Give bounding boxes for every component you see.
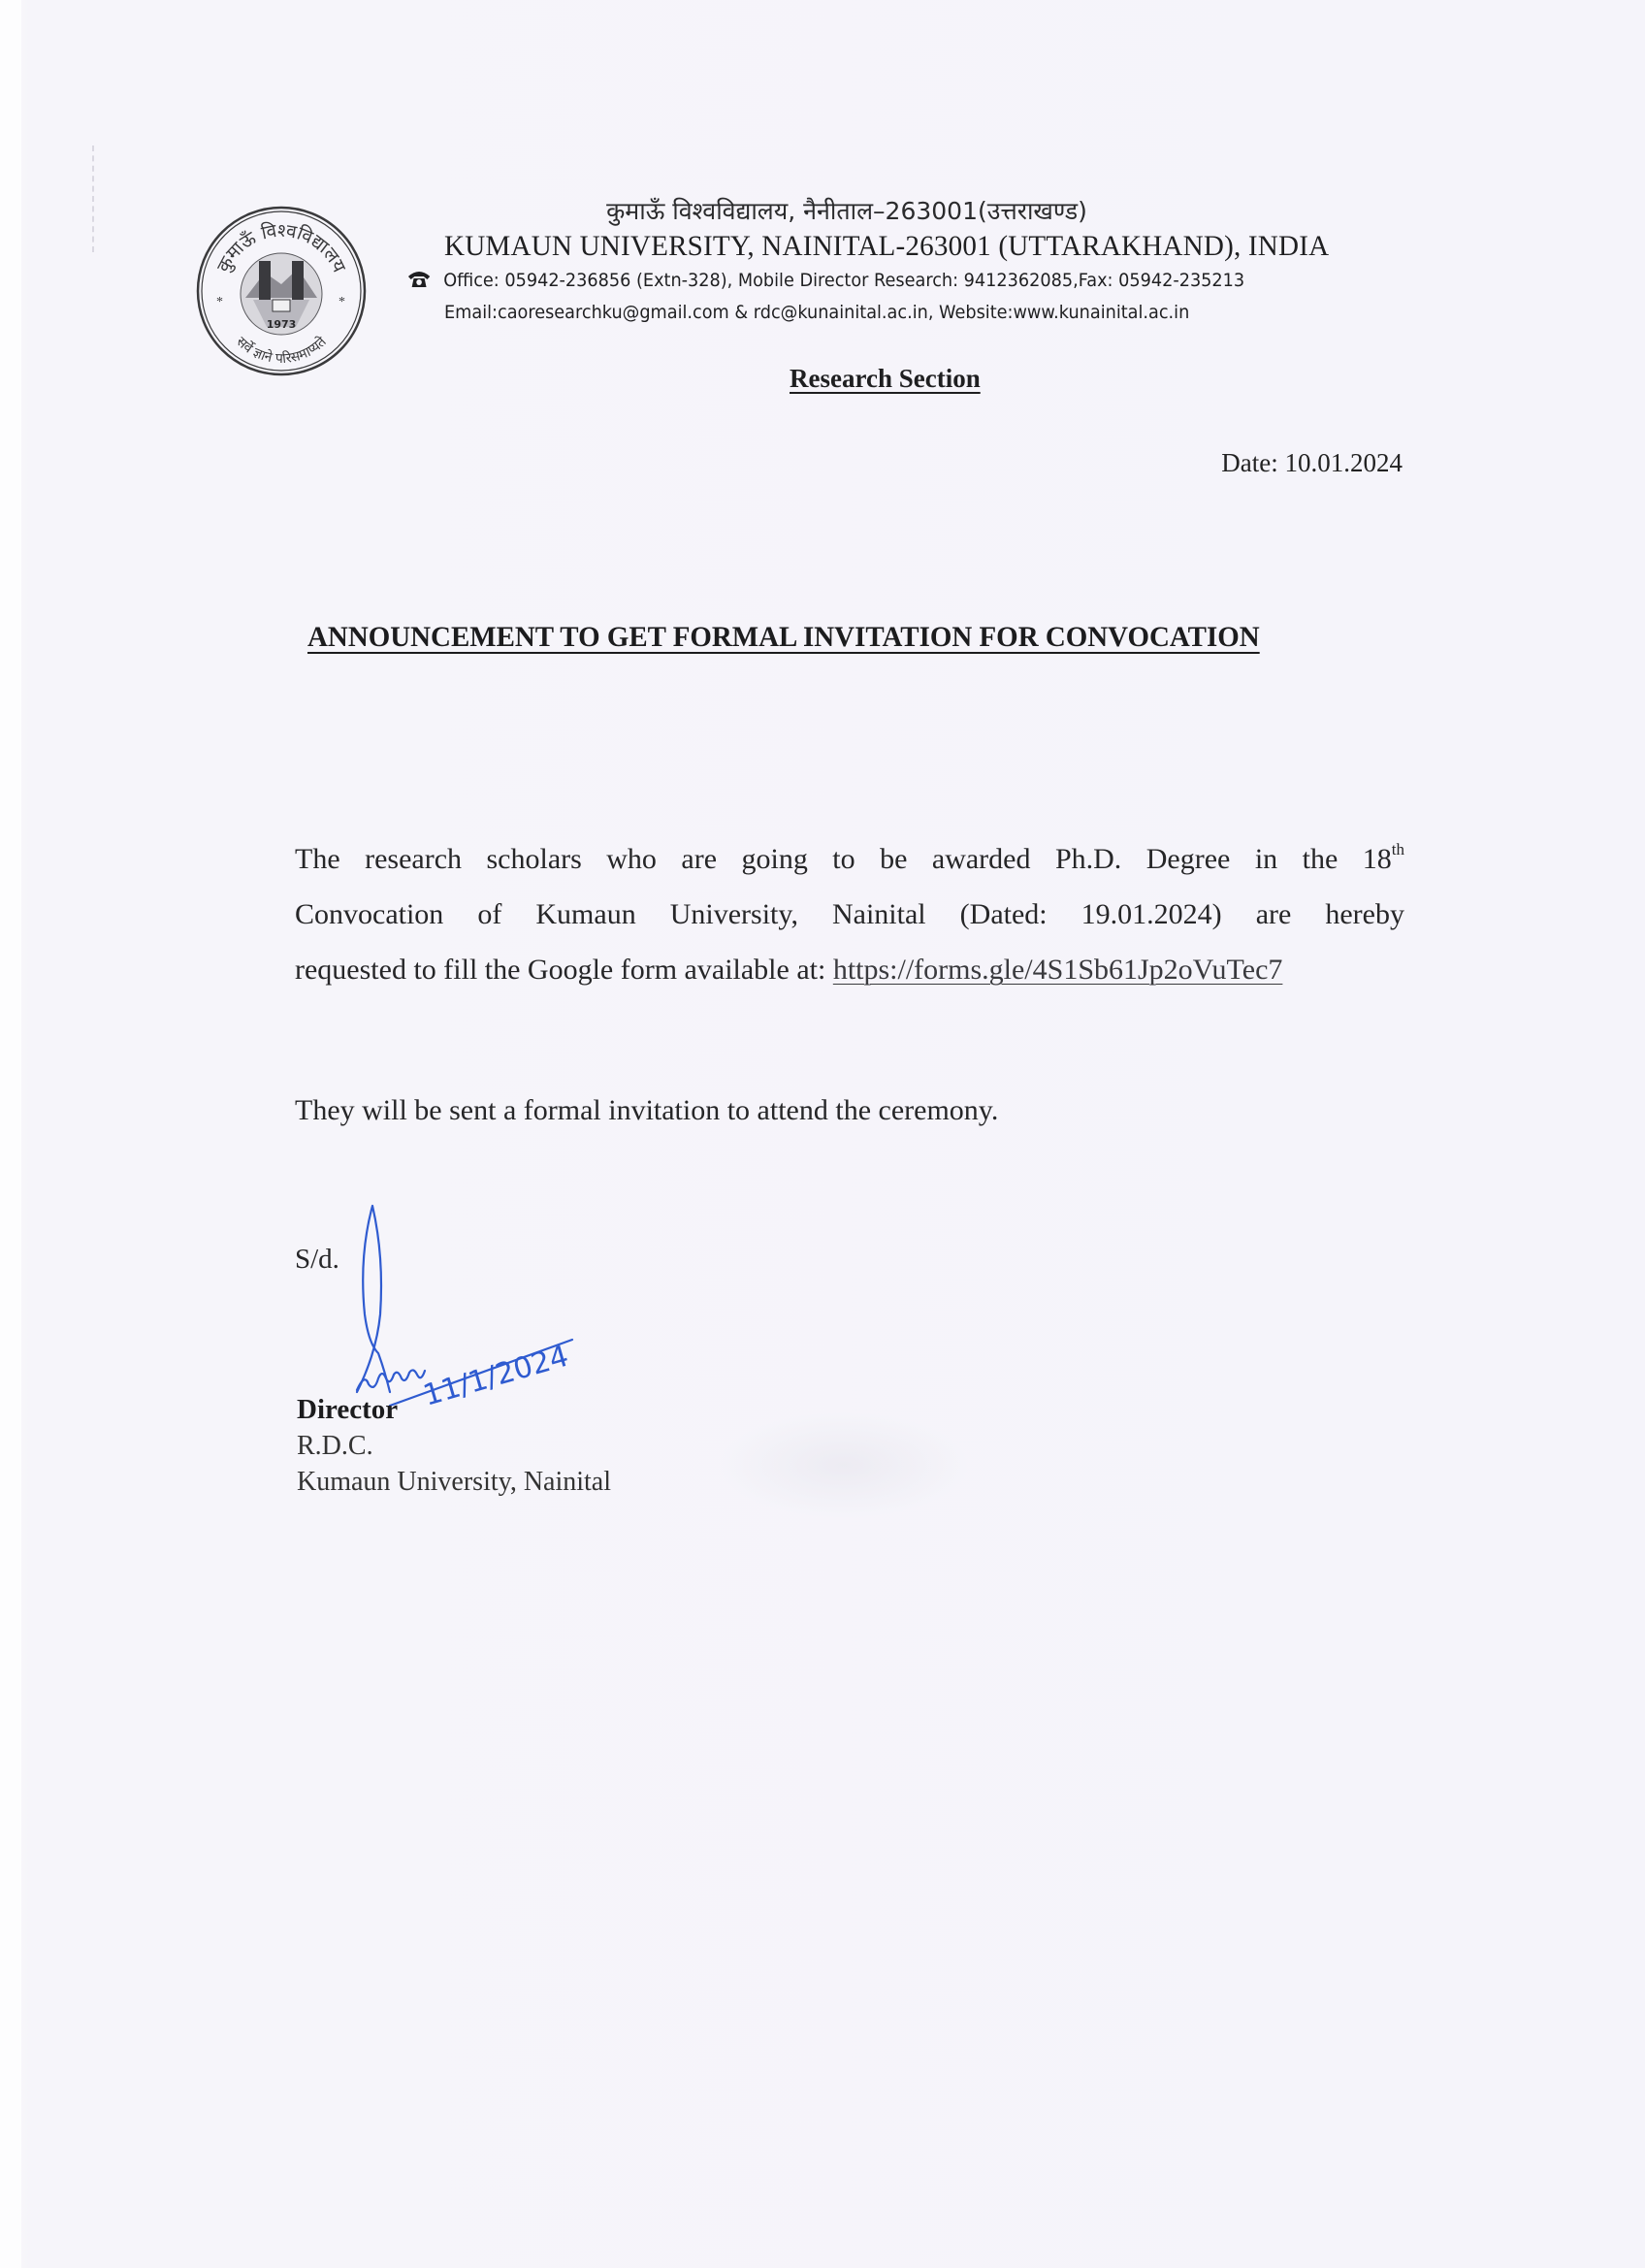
telephone-icon [407, 269, 431, 288]
university-name-english: KUMAUN UNIVERSITY, NAINITAL-263001 (UTTARAKHAND), INDIA [444, 230, 1330, 262]
signed-marker: S/d. [295, 1244, 339, 1275]
seal-top-text: कुमाऊँ विश्वविद्यालय [212, 219, 350, 276]
body-line-3: requested to fill the Google form available at: https://forms.gle/4S1Sb61Jp2oVuTec7 [295, 954, 1283, 986]
university-seal-logo [195, 205, 368, 377]
body-paragraph-2: They will be sent a formal invitation to attend the ceremony. [295, 1094, 999, 1126]
seal-bottom-text: सर्वे ज्ञाने परिसमाप्यते [233, 334, 330, 368]
section-heading: Research Section [790, 364, 981, 393]
document-date: Date: 10.01.2024 [1221, 448, 1403, 477]
contact-email-line: Email:caoresearchku@gmail.com & rdc@kunainital.ac.in, Website:www.kunainital.ac.in [444, 302, 1190, 323]
signatory-title: Director [297, 1394, 399, 1425]
office-contact-text: Office: 05942-236856 (Extn-328), Mobile Director Research: 9412362085,Fax: 05942-235213 [443, 270, 1245, 291]
body-line-2: Convocation of Kumaun University, Nainital (Dated: 19.01.2024) are hereby [295, 898, 1404, 930]
announcement-title: ANNOUNCEMENT TO GET FORMAL INVITATION FOR CONVOCATION [307, 621, 1260, 653]
google-form-link[interactable]: https://forms.gle/4S1Sb61Jp2oVuTec7 [832, 954, 1283, 986]
svg-text:सर्वे ज्ञाने परिसमाप्यते [233, 333, 330, 367]
seal-year: 1973 [266, 318, 297, 331]
director-signature [330, 1198, 611, 1421]
contact-office-line [407, 269, 1244, 291]
bleed-through-artifact [718, 1411, 970, 1518]
ordinal-suffix: th [1391, 840, 1404, 859]
svg-text:*: * [216, 295, 223, 309]
signatory-institution: Kumaun University, Nainital [297, 1467, 612, 1497]
body-line-1: The research scholars who are going to be awarded Ph.D. Degree in the 18th [295, 840, 1404, 875]
university-name-hindi: कुमाऊँ विश्वविद्यालय, नैनीताल–263001(उत्तराखण्ड) [606, 197, 1087, 225]
signatory-department: R.D.C. [297, 1431, 373, 1461]
svg-text:*: * [339, 295, 345, 309]
body-paragraph [295, 831, 1404, 997]
signature-date: 11/1/2024 [419, 1339, 573, 1413]
scan-edge [0, 0, 21, 2268]
